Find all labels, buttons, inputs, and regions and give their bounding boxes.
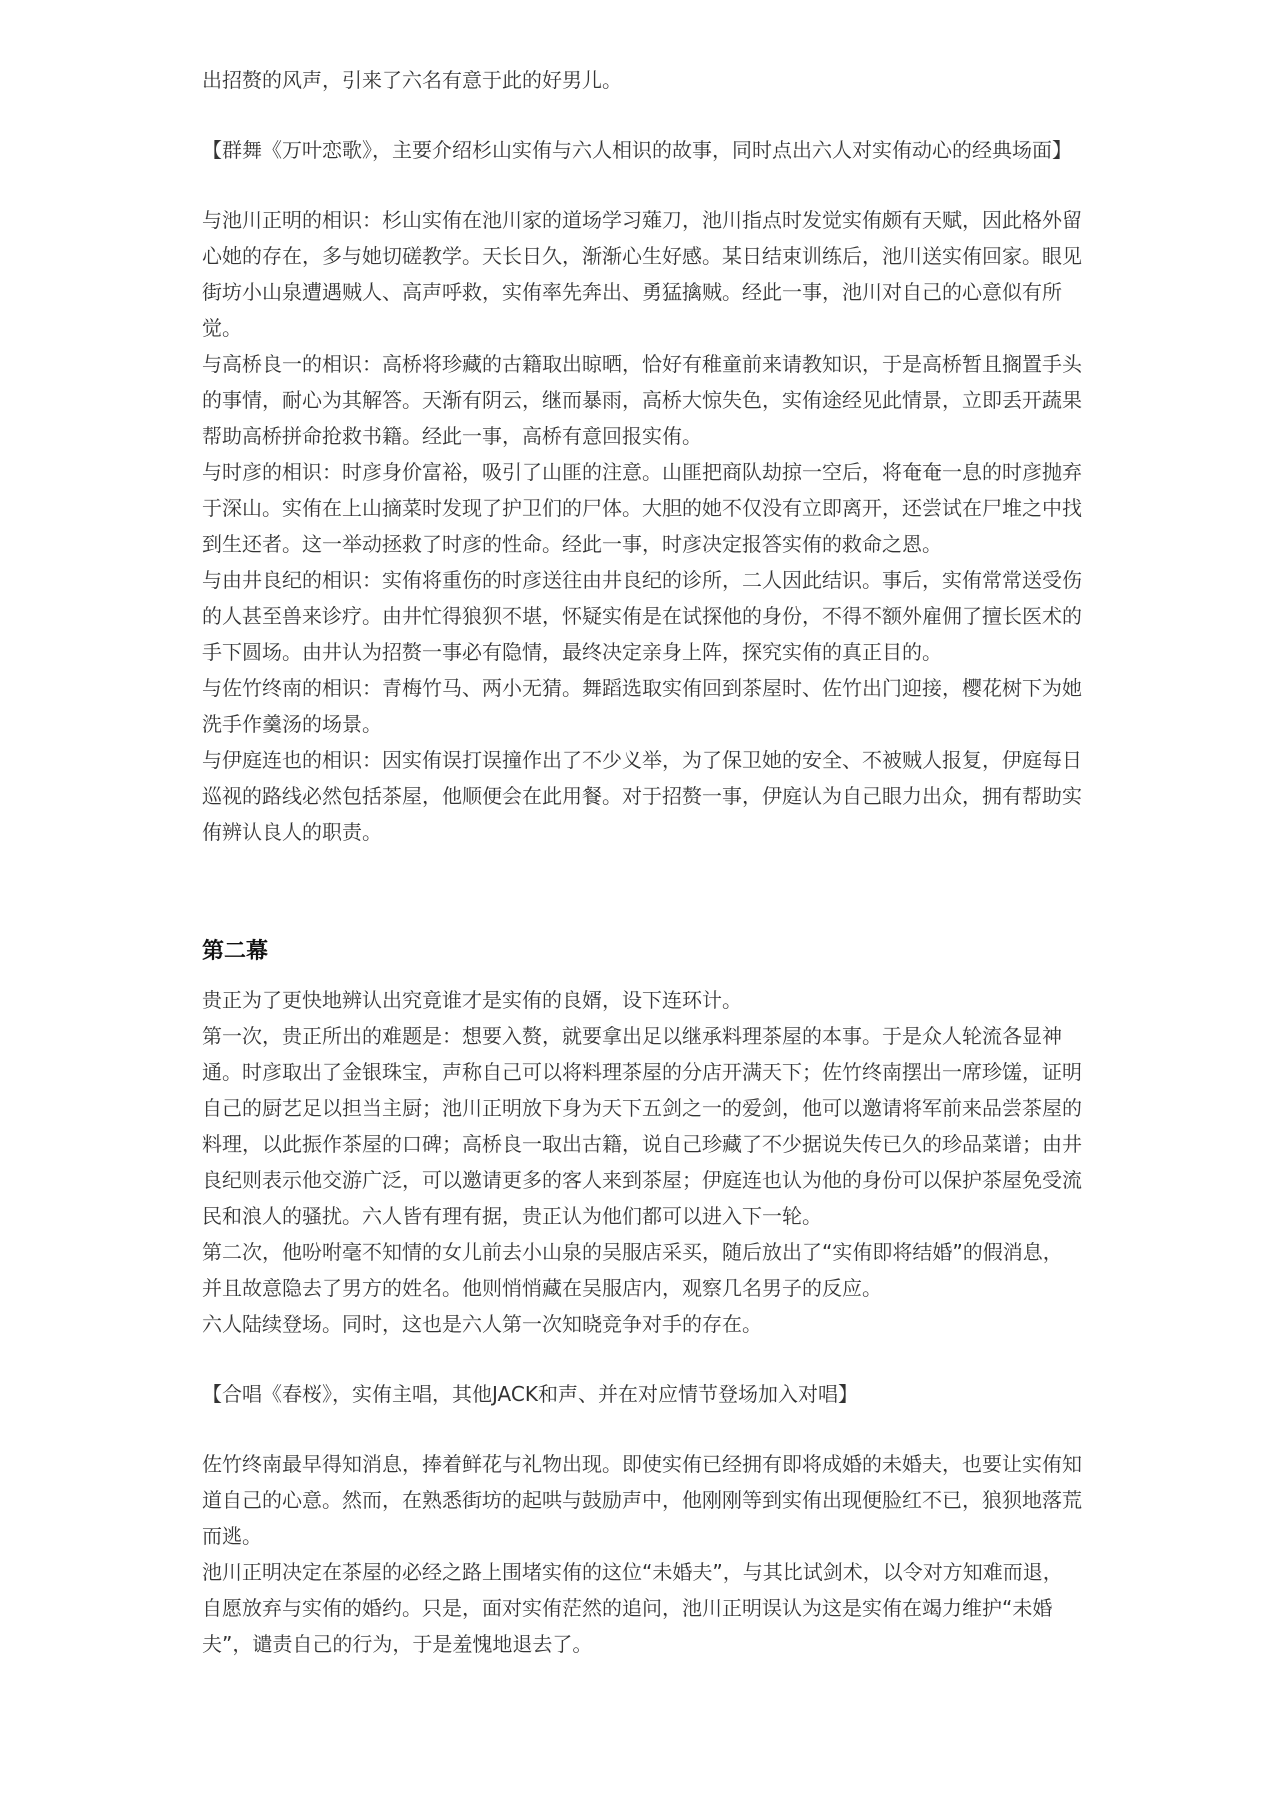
acquaintance-iba: 与伊庭连也的相识：因实侑误打误撞作出了不少义举，为了保卫她的安全、不被贼人报复，伊庭每日巡视的路线必然包括茶屋，他顺便会在此用餐。对于招赘一事，伊庭认为自己眼力出众，拥有帮助实侑辨认良人的职责。	[202, 748, 1082, 844]
spacer	[202, 1342, 1082, 1376]
paragraph-intro: 出招赘的风声，引来了六名有意于此的好男儿。	[202, 68, 622, 92]
acquaintance-ikegawa: 与池川正明的相识：杉山实侑在池川家的道场学习薙刀，池川指点时发觉实侑颇有天赋，因此格外留心她的存在，多与她切磋教学。天长日久，渐渐心生好感。某日结束训练后，池川送实侑回家。眼见街坊小山泉遭遇贼人、高声呼救，实侑率先奔出、勇猛擒贼。经此一事，池川对自己的心意似有所觉。	[202, 208, 1082, 340]
scene-paragraph-satake: 佐竹终南最早得知消息，捧着鲜花与礼物出现。即使实侑已经拥有即将成婚的未婚夫，也要让实侑知道自己的心意。然而，在熟悉街坊的起哄与鼓励声中，他刚刚等到实侑出现便脸红不已，狼狈地落荒而逃。	[202, 1452, 1082, 1548]
act2-paragraph-3: 第二次，他吩咐毫不知情的女儿前去小山泉的吴服店采买，随后放出了“实侑即将结婚”的假消息，并且故意隐去了男方的姓名。他则悄悄藏在吴服店内，观察几名男子的反应。	[202, 1240, 1063, 1300]
acquaintance-tokihiko: 与时彦的相识：时彦身价富裕，吸引了山匪的注意。山匪把商队劫掠一空后，将奄奄一息的时彦抛弃于深山。实侑在上山摘菜时发现了护卫们的尸体。大胆的她不仅没有立即离开，还尝试在尸堆之中找到生还者。这一举动拯救了时彦的性命。经此一事，时彦决定报答实侑的救命之恩。	[202, 460, 1082, 556]
act2-paragraph-2: 第一次，贵正所出的难题是：想要入赘，就要拿出足以继承料理茶屋的本事。于是众人轮流各显神通。时彦取出了金银珠宝，声称自己可以将料理茶屋的分店开满天下；佐竹终南摆出一席珍馐，证明自己的厨艺足以担当主厨；池川正明放下身为天下五剑之一的爱剑，他可以邀请将军前来品尝茶屋的料理，以此振作茶屋的口碑；高桥良一取出古籍，说自己珍藏了不少据说失传已久的珍品菜谱；由井良纪则表示他交游广泛，可以邀请更多的客人来到茶屋；伊庭连也认为他的身份可以保护茶屋免受流民和浪人的骚扰。六人皆有理有据，贵正认为他们都可以进入下一轮。	[202, 1024, 1082, 1228]
acquaintance-satake: 与佐竹终南的相识：青梅竹马、两小无猜。舞蹈选取实侑回到茶屋时、佐竹出门迎接，樱花树下为她洗手作羹汤的场景。	[202, 676, 1082, 736]
document-page	[202, 62, 1082, 1662]
spacer	[202, 98, 1082, 132]
act2-paragraph-4: 六人陆续登场。同时，这也是六人第一次知晓竞争对手的存在。	[202, 1312, 762, 1336]
spacer	[202, 1412, 1082, 1446]
section-heading-act-two: 第二幕	[202, 939, 269, 964]
acquaintance-takahashi: 与高桥良一的相识：高桥将珍藏的古籍取出晾晒，恰好有稚童前来请教知识，于是高桥暂且搁置手头的事情，耐心为其解答。天渐有阴云，继而暴雨，高桥大惊失色，实侑途经见此情景，立即丢开蔬果帮助高桥拼命抢救书籍。经此一事，高桥有意回报实侑。	[202, 352, 1082, 448]
scene-paragraph-ikegawa: 池川正明决定在茶屋的必经之路上围堵实侑的这位“未婚夫”，与其比试剑术，以令对方知难而退，自愿放弃与实侑的婚约。只是，面对实侑茫然的追问，池川正明误认为这是实侑在竭力维护“未婚夫”，谴责自己的行为，于是羞愧地退去了。	[202, 1560, 1063, 1656]
song-note-group-dance: 【群舞《万叶恋歌》，主要介绍杉山实侑与六人相识的故事，同时点出六人对实侑动心的经典场面】	[202, 138, 1072, 162]
spacer	[202, 850, 1082, 934]
song-note-chorus: 【合唱《春桜》，实侑主唱，其他JACK和声、并在对应情节登场加入对唱】	[202, 1382, 858, 1406]
spacer	[202, 168, 1082, 202]
act2-paragraph-1: 贵正为了更快地辨认出究竟谁才是实侑的良婿，设下连环计。	[202, 988, 742, 1012]
acquaintance-yui: 与由井良纪的相识：实侑将重伤的时彦送往由井良纪的诊所，二人因此结识。事后，实侑常常送受伤的人甚至兽来诊疗。由井忙得狼狈不堪，怀疑实侑是在试探他的身份，不得不额外雇佣了擅长医术的手下圆场。由井认为招赘一事必有隐情，最终决定亲身上阵，探究实侑的真正目的。	[202, 568, 1082, 664]
